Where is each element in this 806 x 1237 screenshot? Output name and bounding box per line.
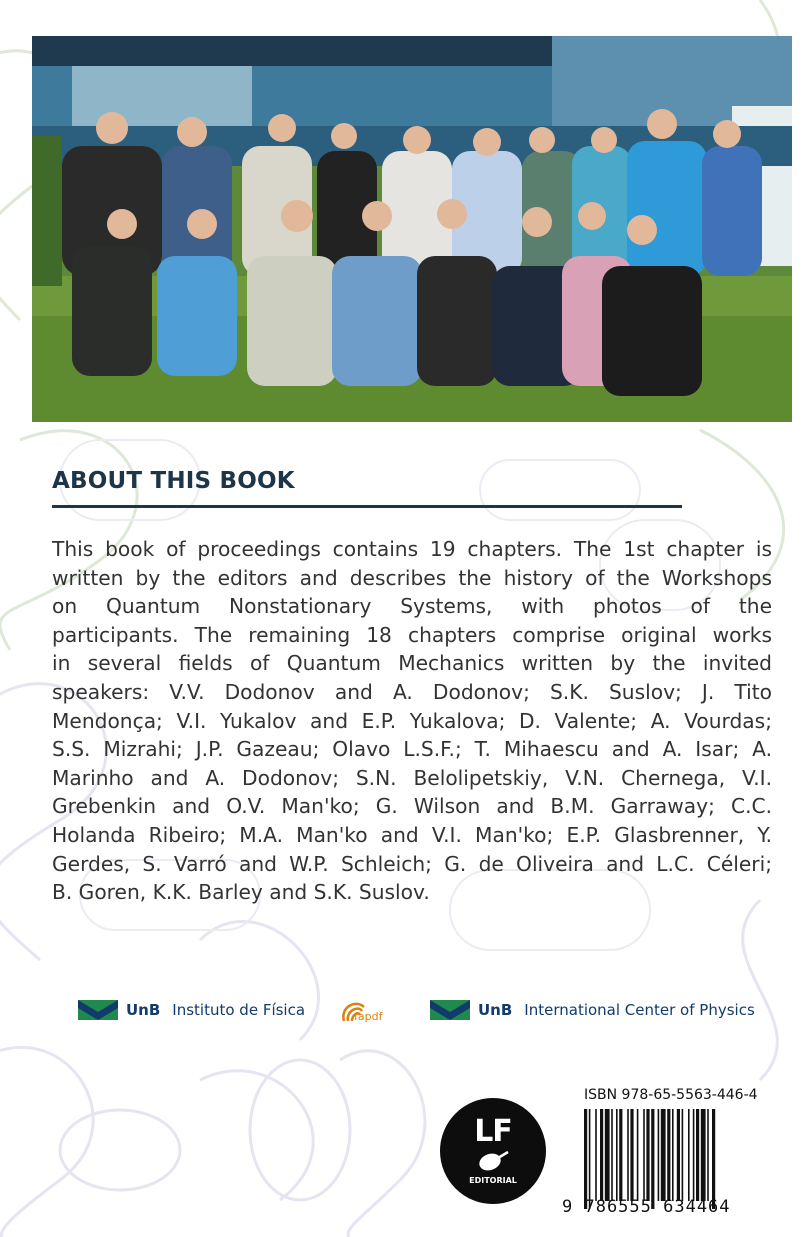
barcode-digits: 9 786555 634464 <box>562 1197 731 1217</box>
unb-instituto-fisica-logo <box>78 1000 305 1020</box>
barcode-bar <box>616 1109 618 1201</box>
barcode-bar <box>646 1109 649 1201</box>
barcode-bar <box>696 1109 699 1201</box>
group-photo <box>32 36 792 422</box>
barcode-bar <box>707 1109 709 1201</box>
barcode-bar <box>693 1109 695 1201</box>
barcode-bar <box>637 1109 639 1201</box>
fapdf-text: fapdf <box>354 1010 383 1023</box>
barcode-bar <box>667 1109 670 1201</box>
barcode-bar <box>677 1109 680 1201</box>
unb-brand-text: UnB <box>126 1001 161 1019</box>
about-body <box>52 535 772 907</box>
people-group <box>62 109 762 396</box>
lf-mark-text: LF <box>474 1114 512 1149</box>
body-line: B. Goren, K.K. Barley and S.K. Suslov. <box>52 880 430 905</box>
body-line: Mendonça; V.I. Yukalov and E.P. Yukalova; D. Valente; A. Vourdas; <box>52 708 772 733</box>
body-line: speakers: V.V. Dodonov and A. Dodonov; S.K. Suslov; J. Tito <box>52 679 772 704</box>
body-line: Grebenkin and O.V. Man'ko; G. Wilson and B.M. Garraway; C.C. <box>52 794 772 819</box>
barcode-bar <box>611 1109 613 1201</box>
barcode-bar <box>688 1109 690 1201</box>
icp-text: International Center of Physics <box>524 1001 755 1019</box>
barcode-bar <box>630 1109 633 1201</box>
barcode-bar <box>605 1109 610 1201</box>
body-line: participants. The remaining 18 chapters comprise original works <box>52 622 772 647</box>
barcode-bar <box>584 1109 587 1209</box>
unb-icp-logo <box>430 1000 755 1020</box>
body-line: Gerdes, S. Varró and W.P. Schleich; G. de Oliveira and L.C. Céleri; <box>52 851 772 876</box>
body-line: Holanda Ribeiro; M.A. Man'ko and V.I. Man'ko; E.P. Glasbrenner, Y. <box>52 822 772 847</box>
body-line: S.S. Mizrahi; J.P. Gazeau; Olavo L.S.F.; T. Mihaescu and A. Isar; A. <box>52 737 772 762</box>
isbn-label: ISBN 978-65-5563-446-4 <box>584 1087 758 1103</box>
barcode-bar <box>589 1109 591 1209</box>
body-line: on Quantum Nonstationary Systems, with photos of the <box>52 594 772 619</box>
barcode-bar <box>595 1109 597 1201</box>
body-line: written by the editors and describes the history of the Workshops <box>52 565 772 590</box>
instituto-fisica-text: Instituto de Física <box>172 1001 306 1019</box>
unb-brand-text: UnB <box>478 1001 513 1019</box>
pen-nib-icon <box>476 1150 510 1174</box>
lf-editorial-logo <box>440 1098 546 1204</box>
unb-flag-icon <box>78 1000 118 1020</box>
barcode-bar <box>661 1109 666 1201</box>
body-line: This book of proceedings contains 19 chapters. The 1st chapter is <box>52 537 772 561</box>
editorial-text: EDITORIAL <box>469 1176 517 1185</box>
about-heading: ABOUT THIS BOOK <box>52 468 295 494</box>
barcode-bar <box>600 1109 603 1201</box>
barcode-bar <box>682 1109 684 1201</box>
body-line: in several fields of Quantum Mechanics written by the invited <box>52 651 772 676</box>
unb-flag-icon <box>430 1000 470 1020</box>
heading-underline <box>52 505 682 508</box>
barcode-bar <box>658 1109 660 1201</box>
barcode-bar <box>651 1109 654 1209</box>
barcode-bar <box>643 1109 645 1201</box>
barcode-bar <box>627 1109 629 1201</box>
barcode-bar <box>701 1109 706 1201</box>
sponsor-logos <box>0 990 806 1034</box>
barcode-bar <box>672 1109 674 1201</box>
isbn-barcode <box>562 1085 774 1219</box>
barcode-bar <box>712 1109 715 1209</box>
body-line: Marinho and A. Dodonov; S.N. Belolipetskiy, V.N. Chernega, V.I. <box>52 765 772 790</box>
barcode-bar <box>619 1109 622 1201</box>
